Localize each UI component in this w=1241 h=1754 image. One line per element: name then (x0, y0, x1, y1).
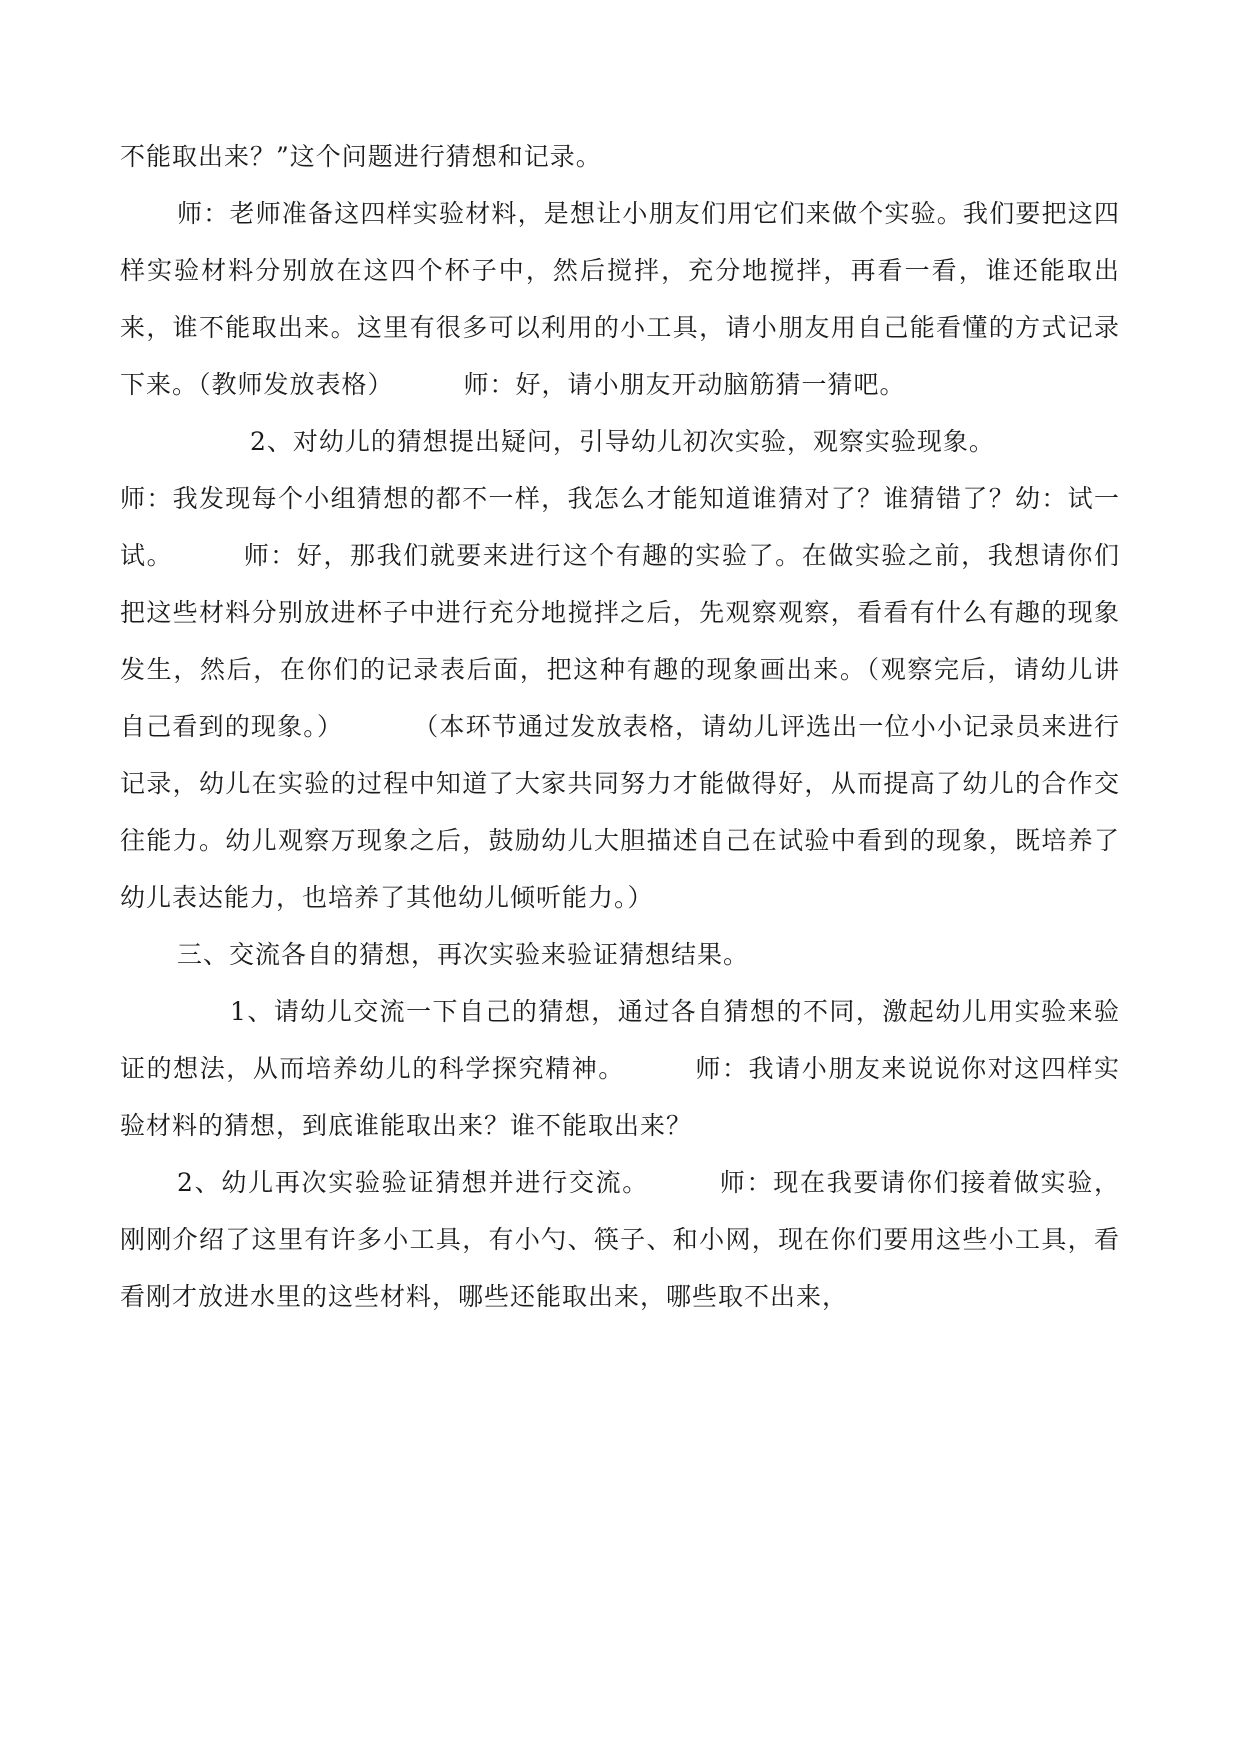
paragraph (120, 983, 1120, 1154)
section-heading (120, 926, 1120, 983)
paragraph (120, 128, 1120, 185)
paragraph-text: 师：老师准备这四样实验材料，是想让小朋友们用它们来做个实验。我们要把这四样实验材料分别放在这四个杯子中，然后搅拌，充分地搅拌，再看一看，谁还能取出来，谁不能取出来。这里有很多可以利用的小工具，请小朋友用自己能看懂的方式记录下来。（教师发放表格） (120, 199, 1120, 399)
paragraph (120, 185, 1120, 413)
paragraph-text: 师：我发现每个小组猜想的都不一样，我怎么才能知道谁猜对了？谁猜错了？幼：试一试。 (120, 484, 1120, 570)
paragraph-text: 师：好，那我们就要来进行这个有趣的实验了。在做实验之前，我想请你们把这些材料分别放进杯子中进行充分地搅拌之后，先观察观察，看看有什么有趣的现象发生，然后，在你们的记录表后面，把这种有趣的现象画出来。（观察完后，请幼儿讲自己看到的现象。） (120, 541, 1120, 741)
paragraph-text: 1、请幼儿交流一下自己的猜想，通过各自猜想的不同，激起幼儿用实验来验证的想法，从而培养幼儿的科学探究精神。 (120, 997, 1120, 1083)
paragraph-text: 2、对幼儿的猜想提出疑问，引导幼儿初次实验，观察实验现象。 (250, 427, 995, 456)
paragraph-text: 师：好，请小朋友开动脑筋猜一猜吧。 (463, 370, 906, 399)
paragraph-text: 不能取出来？”这个问题进行猜想和记录。 (120, 142, 602, 171)
paragraph-text: 师：我请小朋友来说说你对这四样实验材料的猜想，到底谁能取出来？谁不能取出来？ (120, 1054, 1120, 1140)
paragraph (120, 1154, 1120, 1325)
paragraph (120, 413, 1120, 470)
paragraph (120, 470, 1120, 926)
document-body (120, 128, 1120, 1325)
section-heading-text: 三、交流各自的猜想，再次实验来验证猜想结果。 (177, 940, 750, 969)
paragraph-text: 2、幼儿再次实验验证猜想并进行交流。 (177, 1168, 650, 1197)
paragraph-text: 师：现在我要请你们接着做实验，刚刚介绍了这里有许多小工具，有小勺、筷子、和小网，现在你们要用这些小工具，看看刚才放进水里的这些材料，哪些还能取出来，哪些取不出来， (120, 1168, 1120, 1311)
paragraph-text: （本环节通过发放表格，请幼儿评选出一位小小记录员来进行记录，幼儿在实验的过程中知道了大家共同努力才能做得好，从而提高了幼儿的合作交往能力。幼儿观察万现象之后，鼓励幼儿大胆描述自己在试验中看到的现象，既培养了幼儿表达能力，也培养了其他幼儿倾听能力。） (120, 712, 1120, 912)
